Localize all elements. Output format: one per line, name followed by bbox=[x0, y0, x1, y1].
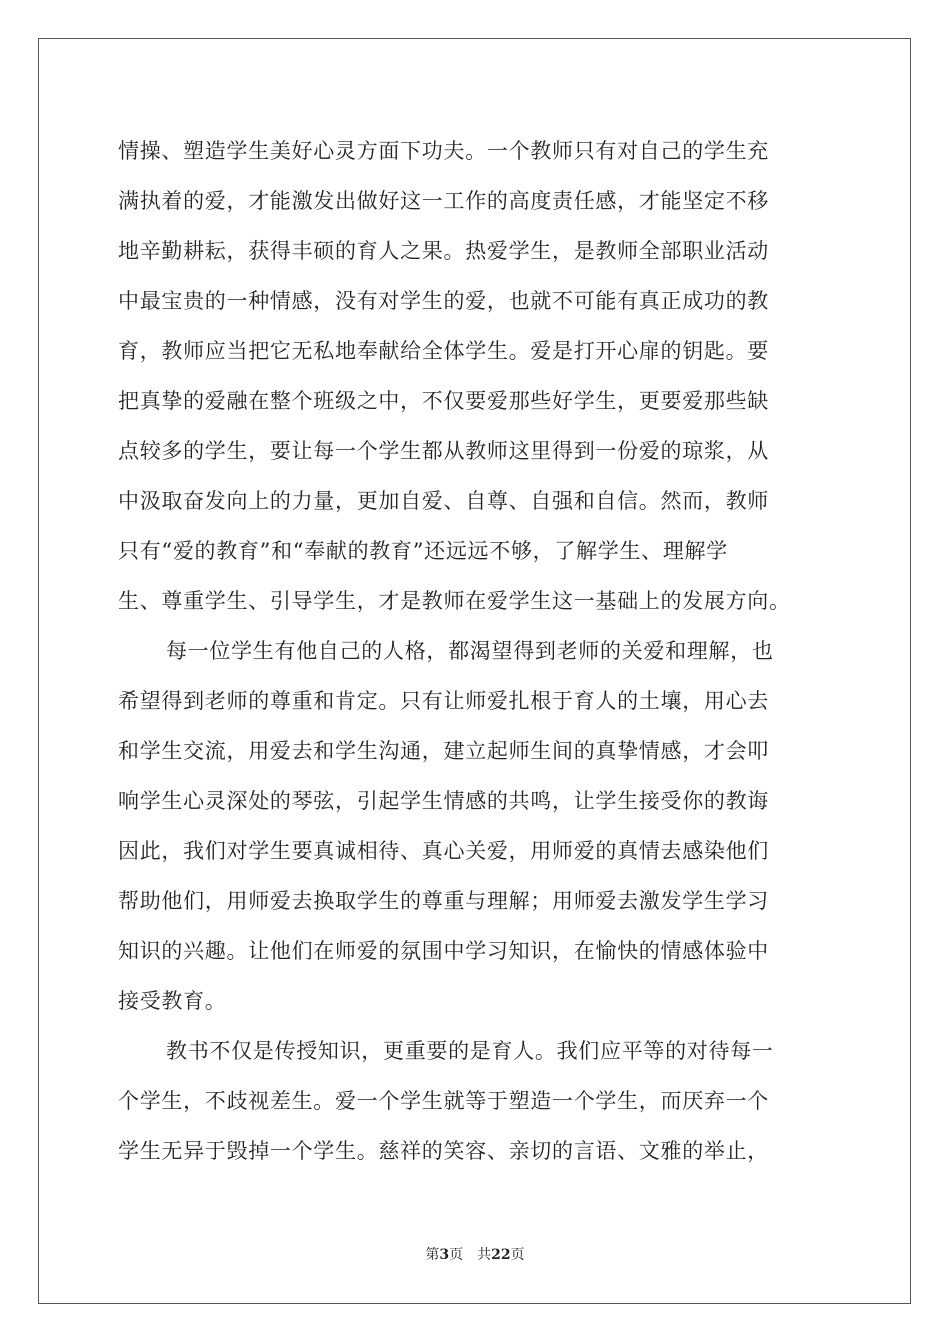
text-line: 把真挚的爱融在整个班级之中，不仅要爱那些好学生，更要爱那些缺 bbox=[118, 389, 769, 413]
text-line: 中汲取奋发向上的力量，更加自爱、自尊、自强和自信。然而，教师 bbox=[118, 489, 769, 513]
text-line: 帮助他们，用师爱去换取学生的尊重与理解；用师爱去激发学生学习 bbox=[118, 889, 769, 913]
text-line: 育，教师应当把它无私地奉献给全体学生。爱是打开心扉的钥匙。要 bbox=[118, 339, 769, 363]
document-body bbox=[118, 126, 838, 1176]
text-line: 每一位学生有他自己的人格，都渴望得到老师的关爱和理解，也 bbox=[166, 639, 774, 663]
current-page-number: 3 bbox=[439, 1247, 450, 1263]
text-line: 响学生心灵深处的琴弦，引起学生情感的共鸣，让学生接受你的教诲 bbox=[118, 789, 769, 813]
text-line: 知识的兴趣。让他们在师爱的氛围中学习知识，在愉快的情感体验中 bbox=[118, 939, 769, 963]
page-suffix: 页 bbox=[449, 1247, 464, 1263]
text-line: 接受教育。 bbox=[118, 989, 227, 1013]
text-line: 生、尊重学生、引导学生，才是教师在爱学生这一基础上的发展方向。 bbox=[118, 589, 791, 613]
text-line: 因此，我们对学生要真诚相待、真心关爱，用师爱的真情去感染他们 bbox=[118, 839, 769, 863]
total-suffix: 页 bbox=[510, 1247, 525, 1263]
page-prefix: 第 bbox=[425, 1247, 440, 1263]
total-prefix: 共 bbox=[477, 1247, 492, 1263]
text-line: 地辛勤耕耘，获得丰硕的育人之果。热爱学生，是教师全部职业活动 bbox=[118, 239, 769, 263]
paragraph-1 bbox=[118, 126, 838, 626]
total-page-count: 22 bbox=[491, 1247, 511, 1263]
text-line: 中最宝贵的一种情感，没有对学生的爱，也就不可能有真正成功的教 bbox=[118, 289, 769, 313]
text-line: 个学生，不歧视差生。爱一个学生就等于塑造一个学生，而厌弃一个 bbox=[118, 1089, 769, 1113]
page-footer bbox=[0, 1244, 950, 1264]
text-line: 满执着的爱，才能激发出做好这一工作的高度责任感，才能坚定不移 bbox=[118, 189, 769, 213]
text-line: 希望得到老师的尊重和肯定。只有让师爱扎根于育人的土壤，用心去 bbox=[118, 689, 769, 713]
text-line: 只有“爱的教育”和“奉献的教育”还远远不够，了解学生、理解学 bbox=[118, 539, 728, 563]
text-line: 和学生交流，用爱去和学生沟通，建立起师生间的真挚情感，才会叩 bbox=[118, 739, 769, 763]
paragraph-3 bbox=[118, 1026, 838, 1176]
text-line: 学生无异于毁掉一个学生。慈祥的笑容、亲切的言语、文雅的举止， bbox=[118, 1139, 769, 1163]
paragraph-2 bbox=[118, 626, 838, 1026]
text-line: 教书不仅是传授知识，更重要的是育人。我们应平等的对待每一 bbox=[166, 1039, 774, 1063]
text-line: 情操、塑造学生美好心灵方面下功夫。一个教师只有对自己的学生充 bbox=[118, 139, 769, 163]
text-line: 点较多的学生，要让每一个学生都从教师这里得到一份爱的琼浆，从 bbox=[118, 439, 769, 463]
